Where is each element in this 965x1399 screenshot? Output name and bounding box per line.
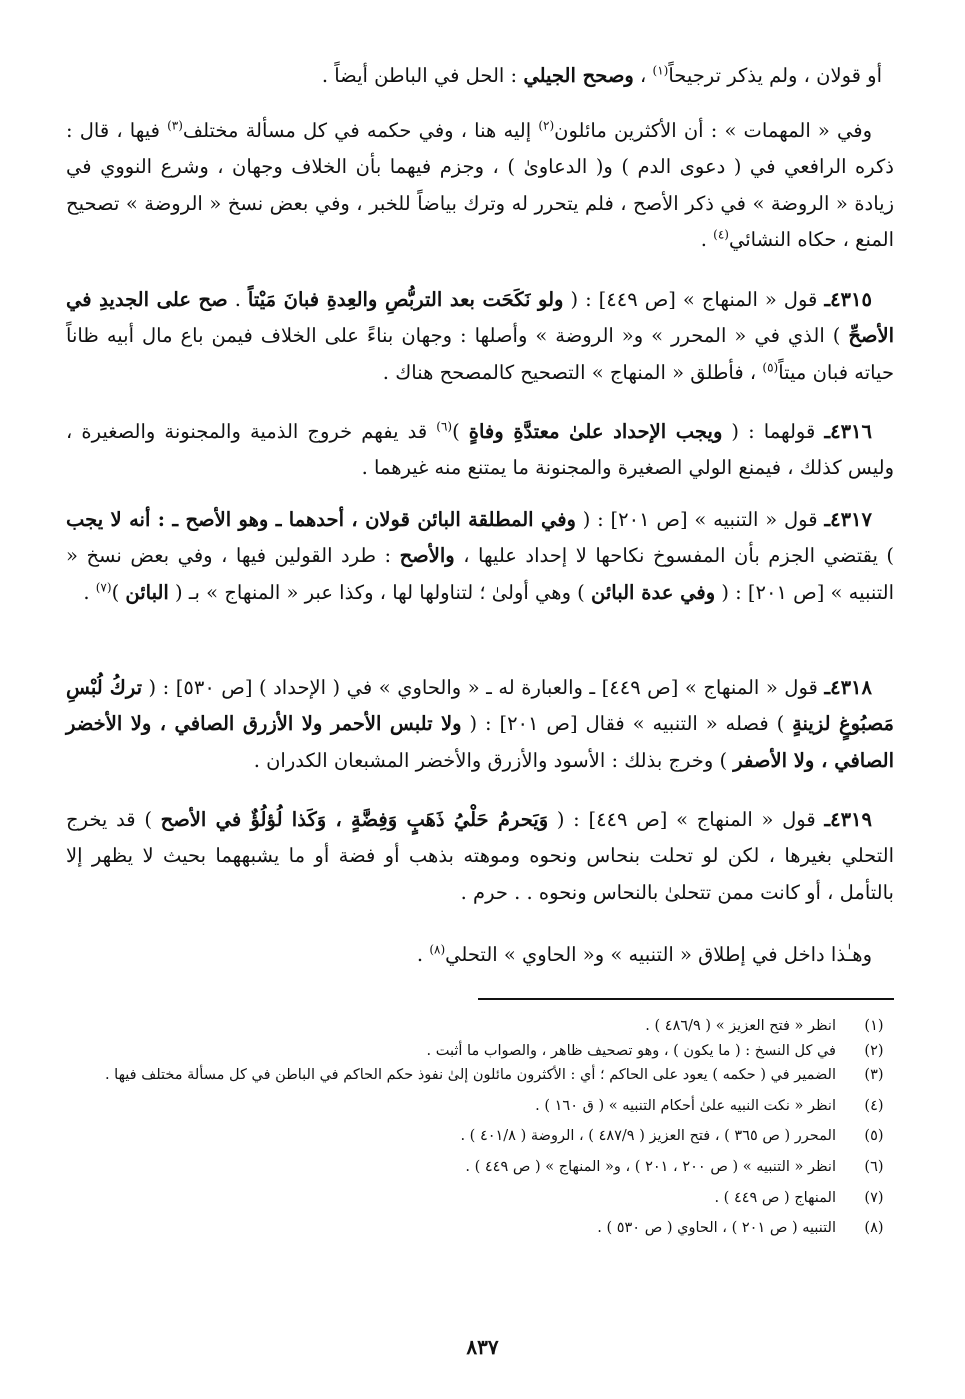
- text-run: ) فصله « التنبيه » فقال [ص ٢٠١] : (: [461, 712, 793, 736]
- footnote-text: انظر « فتح العزيز » ( ٤٨٦/٩ ) .: [645, 1018, 836, 1034]
- text-run: .: [700, 228, 714, 252]
- text-run: فيها ، قال : ذكره الرافعي في ( دعوى الدم ) و( الدعاوىٰ ) ، وجزم فيهما بأن الخلاف وجهان ، وشرع النووي في زيادة « الروضة » في ذكر الأصح ، فلم يتحرر له وترك بياضاً للخبر ، وفي بعض نسخ « الروضة » تصحيح المنع ، حكاه النشائي: [66, 119, 894, 252]
- text-run: : طرد القولين فيها ، وفي بعض نسخ « التنبيه » [ص ٢٠١] : (: [66, 544, 894, 604]
- footnote-ref: (٣): [167, 118, 183, 133]
- footnote-ref: (٦): [436, 419, 453, 434]
- body-paragraph: [66, 802, 894, 911]
- bold-text: البائن: [125, 580, 169, 604]
- text-run: إليه هنا ، وفي حكمه في كل مسألة مختلف: [182, 119, 539, 142]
- footnote-text: انظر « نكت النبيه علىٰ أحكام التنبيه » ( ق ١٦٠ ) .: [535, 1097, 836, 1114]
- footnote-ref: (٧): [95, 580, 112, 595]
- footnote-item: [66, 1094, 894, 1119]
- footnote-number: (٦): [864, 1158, 884, 1175]
- text-run: قولهما : (: [722, 420, 825, 443]
- body-paragraph: [66, 414, 894, 487]
- bold-text: ٤٣١٦ـ: [824, 420, 872, 443]
- footnote-item: [66, 1186, 894, 1211]
- footnote-item: [66, 1155, 894, 1180]
- text-run: قول « المنهاج » [ص ٤٤٩] : (: [563, 288, 825, 311]
- text-run: قد يفهم خروج الذمية والمجنونة والصغيرة ، وليس كذلك ، فيمنع الولي الصغيرة والمجنونة ما يمتنع منه غيرهما .: [66, 420, 894, 480]
- footnote-item: [66, 1216, 894, 1241]
- body-paragraph: [66, 282, 894, 391]
- text-run: ) قد يخرج التحلي بغيرها ، لكن لو تحلت بنحاس ونحوه وموهته بذهب أو فضة أو ما يشبههما بحيث لا يظهر إلا بالتأمل ، أو كانت ممن تتحلىٰ بالنحاس ونحوه . . حرم .: [66, 808, 894, 904]
- text-run: أو قولان ، ولم يذكر ترجيحاً: [668, 64, 882, 87]
- footnote-ref: (٤): [713, 227, 729, 242]
- footnote-text: في كل النسخ : ( ما يكون ) ، وهو تصحيف ظاهر ، والصواب ما أثبت .: [426, 1042, 836, 1059]
- bold-text: تركُ لُبْسِ مَصبُوغٍ لزينةٍ: [66, 676, 894, 736]
- text-run: قول « المنهاج » [ص ٤٤٩] ـ والعبارة له ـ « والحاوي » في ( الإحداد ) [ص ٥٣٠] : (: [142, 676, 825, 699]
- text-run: ) وخرج بذلك : الأسود والأزرق والأخضر المشبعان الكدران .: [253, 748, 734, 772]
- footnote-number: (٧): [864, 1189, 884, 1206]
- text-run: .: [416, 943, 430, 966]
- body-paragraph: [66, 502, 894, 611]
- bold-text: وصحح الجيلي: [523, 64, 634, 87]
- page-number: ٨٣٧: [466, 1335, 499, 1359]
- footnote-text: التنبيه ( ص ٢٠١ ) ، الحاوي ( ص ٥٣٠ ) .: [597, 1220, 836, 1237]
- footnote-ref: (٨): [429, 942, 446, 957]
- footnote-text: انظر « التنبيه » ( ص ٢٠٠ ، ٢٠١ ) ، و« المنهاج » ( ص ٤٤٩ ) .: [465, 1158, 836, 1175]
- text-run: ،: [633, 64, 653, 87]
- footnote-number: (٣): [864, 1067, 884, 1084]
- text-run: ) وهي أولىٰ ؛ لتناولها لها ، وكذا عبر « المنهاج » بـ (: [168, 580, 591, 604]
- footnote-item: [66, 1039, 894, 1064]
- footnote-ref: (٢): [538, 118, 555, 133]
- body-paragraph: [66, 113, 894, 259]
- footnote-item: [66, 1014, 894, 1039]
- bold-text: وفي المطلقة البائن قولان ، أحدهما ـ وهو الأصح ـ : أنه لا يجب: [66, 508, 576, 531]
- text-run: .: [83, 580, 96, 604]
- text-run: ) يقتضي الجزم بأن المفسوخ نكاحها لا إحداد عليها ،: [454, 544, 894, 568]
- footnote-ref: (٥): [762, 360, 779, 375]
- bold-text: ٤٣١٥ـ: [824, 288, 872, 311]
- footnote-number: (٤): [864, 1097, 884, 1114]
- footnote-separator: [478, 998, 894, 1000]
- footnote-item: [66, 1124, 894, 1149]
- text-run: ) الذي في « المحرر » و« الروضة » وأصلها : وجهان بناءً على الخلاف فيمن باع مال أبيه ظاناً حياته فبان ميتاً: [66, 324, 894, 384]
- footnote-text: المحرر ( ص ٣٦٥ ) ، فتح العزيز ( ٤٨٧/٩ ) ، الروضة ( ٤٠١/٨ ) .: [460, 1128, 836, 1145]
- text-run: ، فأطلق « المنهاج » التصحيح كالمصحح هناك .: [382, 360, 763, 384]
- bold-text: صح على الجديدِ في الأصحِّ: [66, 288, 894, 348]
- footnote-ref: (١): [652, 63, 669, 78]
- body-paragraph: [66, 58, 882, 94]
- bold-text: وَيَحرمُ حَلْيُ ذَهَبٍ وَفِضَّةٍ ، وَكَذا لُؤلُؤٌ في الأصح: [160, 808, 549, 831]
- footnote-number: (٨): [864, 1220, 884, 1237]
- bold-text: والأصح: [399, 544, 455, 568]
- text-run: : الحل في الباطن أيضاً .: [321, 64, 524, 87]
- bold-text: ٤٣١٧ـ: [824, 508, 872, 531]
- text-run: قول « المنهاج » [ص ٤٤٩] : (: [548, 808, 825, 831]
- bold-text: ٤٣١٨ـ: [824, 676, 872, 699]
- bold-text: ويجب الإحداد علىٰ معتدَّةِ وفاةٍ: [468, 420, 723, 443]
- footnote-number: (٥): [864, 1128, 884, 1145]
- body-paragraph: [66, 670, 894, 779]
- bold-text: ٤٣١٩ـ: [824, 808, 872, 831]
- text-run: وفي « المهمات » : أن الأكثرين مائلون: [554, 119, 872, 142]
- footnote-number: (٢): [864, 1042, 884, 1059]
- footnote-text: الضمير في ( حكمه ) يعود على الحاكم ؛ أي : الأكثرون مائلون إلىٰ نفوذ حكم الحاكم في الباطن في كل مسألة مختلف فيها .: [104, 1067, 836, 1084]
- footnote-item: [66, 1063, 894, 1088]
- footnotes-list: [66, 1014, 894, 1241]
- footnote-text: المنهاج ( ص ٤٤٩ ) .: [714, 1189, 836, 1206]
- footnote-number: (١): [864, 1018, 884, 1034]
- bold-text: ولا تلبس الأحمر ولا الأزرق الصافي ، ولا الأخضر الصافي ، ولا الأصفر: [66, 712, 894, 772]
- text-run: قول « التنبيه » [ص ٢٠١] : (: [575, 508, 825, 531]
- text-run: ): [452, 420, 469, 443]
- body-paragraph: [66, 937, 894, 973]
- bold-text: ولو نَكَحَت بعد التربُّصِ والعِدةِ فبانَ مَيْتاً: [247, 288, 564, 311]
- text-run: .: [227, 288, 248, 311]
- text-run: وهـٰذا داخل في إطلاق « التنبيه » و« الحاوي » التحلي: [445, 943, 872, 966]
- bold-text: وفي عدة البائن: [591, 580, 716, 604]
- text-run: ): [111, 580, 126, 604]
